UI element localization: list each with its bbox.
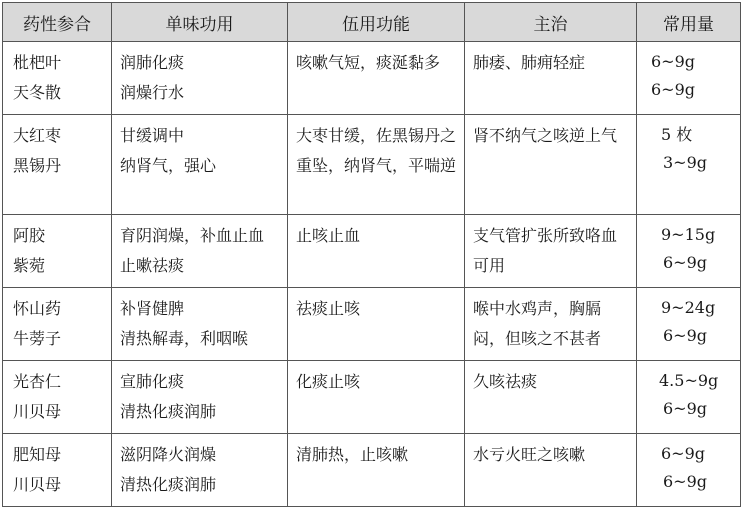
herb-combination-table <box>2 2 741 507</box>
table-header <box>3 3 741 42</box>
single-function-cell <box>112 115 288 215</box>
dosage: 5 枚 <box>661 125 693 144</box>
single-function: 止嗽祛痰 <box>120 256 185 275</box>
header-row <box>3 3 741 42</box>
herb-name: 大红枣 <box>13 126 62 145</box>
herb-name: 阿胶 <box>13 226 46 245</box>
herb-name: 肥知母 <box>13 445 62 464</box>
dosage: 9~24g <box>661 298 716 317</box>
dosage: 3~9g <box>663 153 708 172</box>
dosage-cell <box>637 361 741 434</box>
herb-pair-cell <box>3 434 112 507</box>
herb-pair-cell <box>3 361 112 434</box>
table-row <box>3 42 741 115</box>
herb-pair-cell <box>3 115 112 215</box>
single-function: 润肺化痰 <box>120 53 185 72</box>
indication: 肺痿、肺痈轻症 <box>473 53 586 72</box>
single-function-cell <box>112 434 288 507</box>
indication-cell <box>465 115 637 215</box>
combined-function: 清肺热，止咳嗽 <box>296 445 409 464</box>
single-function-cell <box>112 361 288 434</box>
dosage-cell <box>637 434 741 507</box>
table-row <box>3 115 741 215</box>
indication-cell <box>465 288 637 361</box>
single-function: 宣肺化痰 <box>120 372 185 391</box>
herb-name: 牛蒡子 <box>13 329 62 348</box>
combined-function: 化痰止咳 <box>296 372 361 391</box>
single-function: 纳肾气，强心 <box>120 156 217 175</box>
header-indication: 主治 <box>465 3 637 42</box>
dosage-cell <box>637 115 741 215</box>
indication-cell <box>465 434 637 507</box>
header-combined-function: 伍用功能 <box>288 3 465 42</box>
herb-name: 光杏仁 <box>13 372 62 391</box>
table-row <box>3 434 741 507</box>
herb-name: 川贝母 <box>13 402 62 421</box>
combined-function: 咳嗽气短，痰涎黏多 <box>296 53 441 72</box>
herb-name: 怀山药 <box>13 299 62 318</box>
dosage: 6~9g <box>663 399 708 418</box>
table-row <box>3 361 741 434</box>
indication-cell <box>465 361 637 434</box>
herb-name: 黑锡丹 <box>13 156 62 175</box>
herb-pair-cell <box>3 288 112 361</box>
combined-function-cell <box>288 115 465 215</box>
combined-function: 止咳止血 <box>296 226 361 245</box>
single-function-cell <box>112 215 288 288</box>
indication: 支气管扩张所致咯血可用 <box>473 226 618 275</box>
header-dosage: 常用量 <box>637 3 741 42</box>
single-function-cell <box>112 288 288 361</box>
table-row <box>3 215 741 288</box>
indication: 水亏火旺之咳嗽 <box>473 445 586 464</box>
herb-pair-cell <box>3 42 112 115</box>
dosage: 6~9g <box>651 52 696 71</box>
combined-function-cell <box>288 42 465 115</box>
dosage: 6~9g <box>661 444 706 463</box>
table-body <box>3 42 741 507</box>
dosage: 4.5~9g <box>659 371 719 390</box>
indication: 久咳祛痰 <box>473 372 538 391</box>
single-function-cell <box>112 42 288 115</box>
dosage-cell <box>637 215 741 288</box>
single-function: 润燥行水 <box>120 83 185 102</box>
single-function: 补肾健脾 <box>120 299 185 318</box>
header-herb-pair: 药性参合 <box>3 3 112 42</box>
indication: 喉中水鸡声，胸膈闷，但咳之不甚者 <box>473 299 602 348</box>
dosage: 6~9g <box>663 472 708 491</box>
header-single-function: 单味功用 <box>112 3 288 42</box>
herb-name: 川贝母 <box>13 475 62 494</box>
single-function: 清热解毒，利咽喉 <box>120 329 249 348</box>
single-function: 育阴润燥，补血止血 <box>120 226 265 245</box>
dosage: 6~9g <box>663 253 708 272</box>
herb-name: 天冬散 <box>13 83 62 102</box>
dosage-cell <box>637 42 741 115</box>
combined-function-cell <box>288 215 465 288</box>
combined-function-cell <box>288 434 465 507</box>
indication-cell <box>465 215 637 288</box>
herb-name: 枇杷叶 <box>13 53 62 72</box>
dosage: 9~15g <box>661 225 716 244</box>
single-function: 甘缓调中 <box>120 126 185 145</box>
dosage-cell <box>637 288 741 361</box>
combined-function-cell <box>288 288 465 361</box>
herb-name: 紫菀 <box>13 256 46 275</box>
combined-function-cell <box>288 361 465 434</box>
dosage: 6~9g <box>663 326 708 345</box>
herb-pair-cell <box>3 215 112 288</box>
single-function: 清热化痰润肺 <box>120 475 217 494</box>
indication: 肾不纳气之咳逆上气 <box>473 126 618 145</box>
single-function: 清热化痰润肺 <box>120 402 217 421</box>
dosage: 6~9g <box>651 80 696 99</box>
combined-function: 祛痰止咳 <box>296 299 361 318</box>
combined-function: 大枣甘缓，佐黑锡丹之重坠，纳肾气，平喘逆 <box>296 126 457 175</box>
single-function: 滋阴降火润燥 <box>120 445 217 464</box>
indication-cell <box>465 42 637 115</box>
table-row <box>3 288 741 361</box>
